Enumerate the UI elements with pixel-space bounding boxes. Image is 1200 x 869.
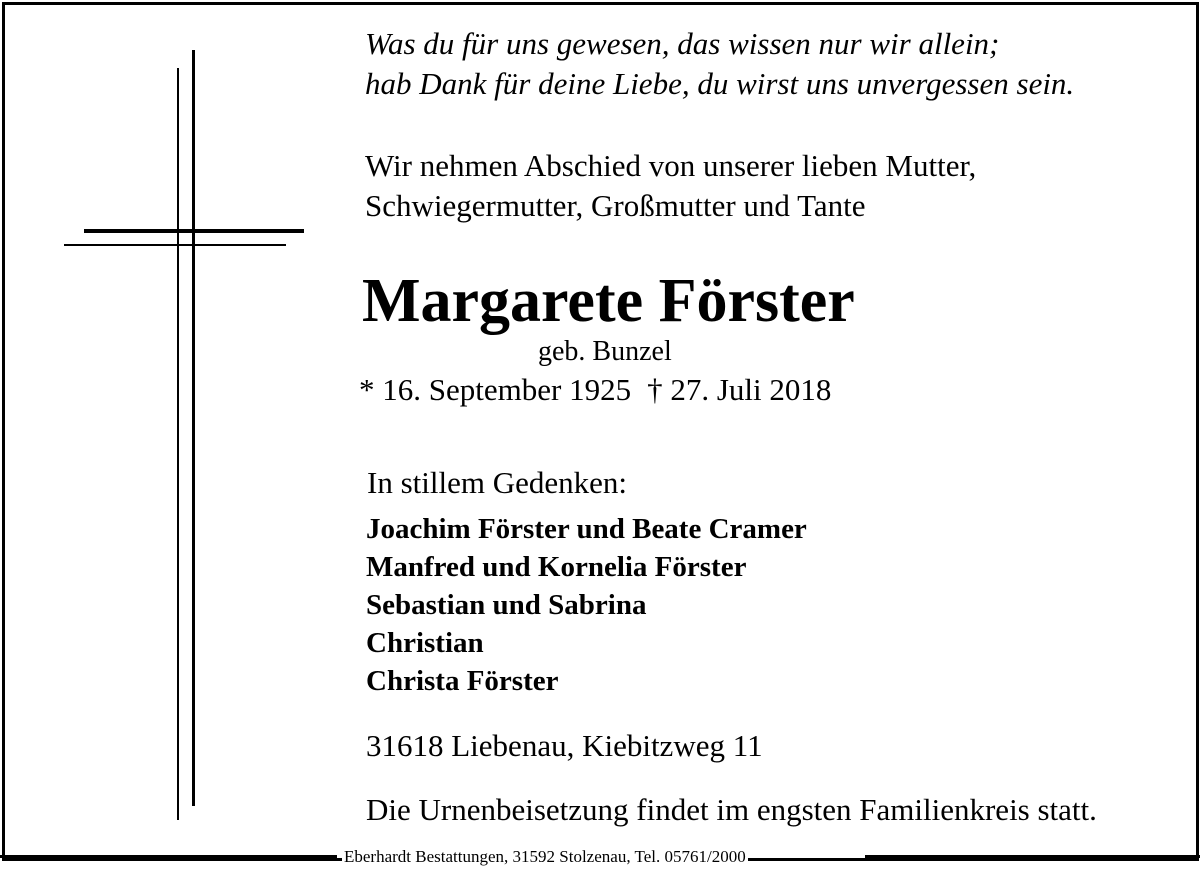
mourner-name: Christa Förster [366, 665, 559, 697]
intro-line: Wir nehmen Abschied von unserer lieben Mutter, [365, 148, 977, 183]
death-date: † 27. Juli 2018 [647, 372, 832, 407]
footer-rule-right [865, 855, 1200, 858]
footer [0, 846, 1200, 869]
mourners-list [366, 510, 807, 700]
footer-rule-left [0, 855, 337, 858]
quote-line: Was du für uns gewesen, das wissen nur wir allein; [365, 26, 1000, 61]
mourner-name: Joachim Förster und Beate Cramer [366, 513, 807, 545]
family-address: 31618 Liebenau, Kiebitzweg 11 [366, 728, 763, 763]
mourner-name: Manfred und Kornelia Förster [366, 551, 747, 583]
mourner-name: Sebastian und Sabrina [366, 589, 647, 621]
burial-notice: Die Urnenbeisetzung findet im engsten Familienkreis statt. [366, 792, 1097, 827]
deceased-name: Margarete Förster [362, 267, 855, 335]
born-name: geb. Bunzel [538, 336, 672, 367]
undertaker-credit: Eberhardt Bestattungen, 31592 Stolzenau, Tel. 05761/2000 [344, 847, 746, 866]
farewell-intro [365, 146, 976, 226]
mourner-name: Christian [366, 627, 484, 659]
intro-line: Schwiegermutter, Großmutter und Tante [365, 188, 866, 223]
cross-vertical-bar-thin [177, 68, 179, 820]
cross-horizontal-bar [84, 229, 304, 233]
birth-date: * 16. September 1925 [359, 372, 632, 407]
cross-horizontal-bar-thin [64, 244, 286, 246]
memorial-quote [365, 24, 1074, 104]
mourning-heading: In stillem Gedenken: [367, 465, 627, 500]
quote-line: hab Dank für deine Liebe, du wirst uns unvergessen sein. [365, 66, 1075, 101]
life-dates [359, 372, 831, 408]
cross-vertical-bar [192, 50, 195, 806]
